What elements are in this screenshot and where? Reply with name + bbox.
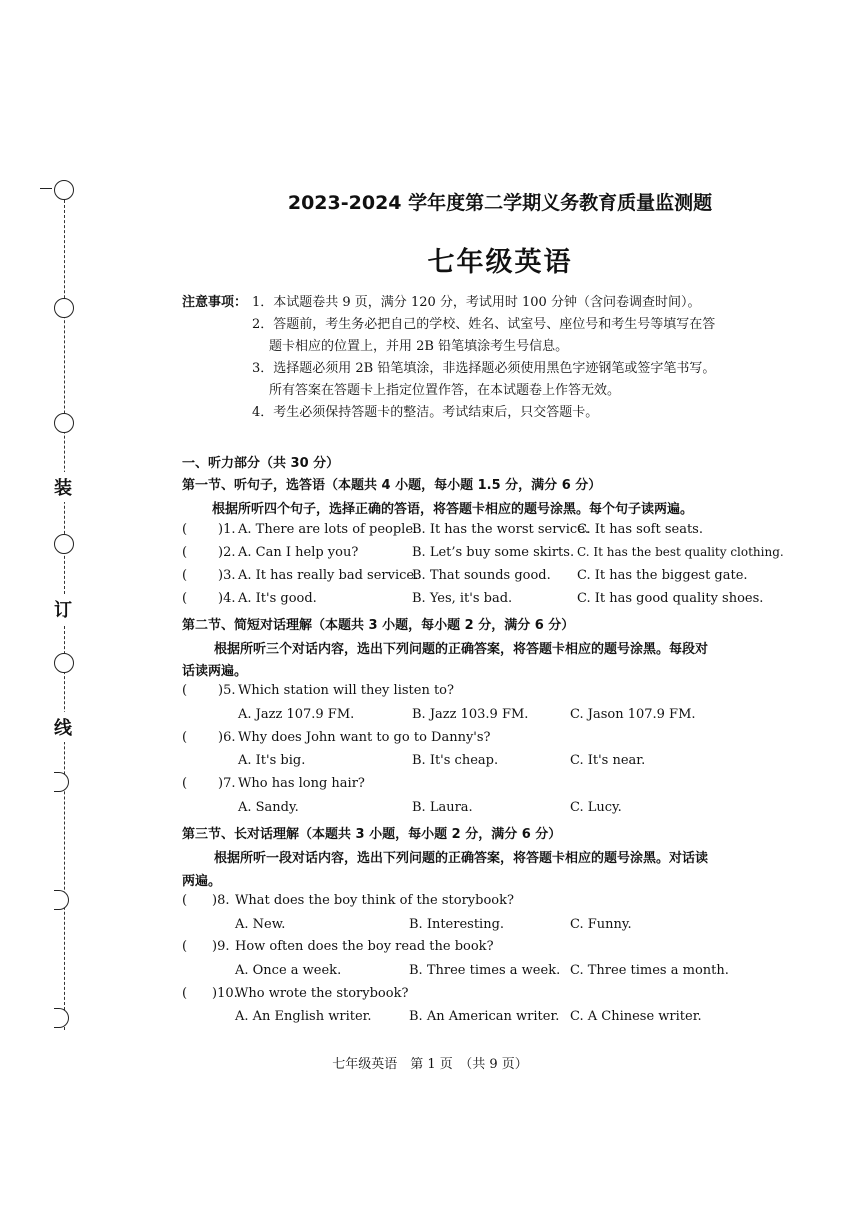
binding-hole-icon — [54, 653, 74, 673]
option-b: B. Three times a week. — [409, 963, 561, 978]
notice-item: 1．本试题卷共 9 页，满分 120 分，考试用时 100 分钟（含问卷调查时间）。 — [252, 295, 701, 310]
option-c: C. A Chinese writer. — [570, 1009, 702, 1024]
section1-heading: 第一节、听句子，选答语（本题共 4 小题，每小题 1.5 分，满分 6 分） — [182, 478, 602, 493]
section3-instruction: 根据所听一段对话内容，选出下列问题的正确答案，将答题卡相应的题号涂黑。对话读 — [214, 851, 709, 866]
section2-instruction-cont: 话读两遍。 — [182, 664, 248, 679]
page-footer: 七年级英语 第 1 页 （共 9 页） — [332, 1057, 528, 1072]
answer-paren: ( — [182, 939, 188, 954]
question-number: )7. — [218, 776, 236, 791]
binding-char-zhuang: 装 — [54, 472, 72, 502]
question-stem: What does the boy think of the storybook? — [235, 893, 514, 908]
option-a: A. An English writer. — [235, 1009, 372, 1024]
question-stem: Why does John want to go to Danny's? — [238, 730, 491, 745]
question-number: )8. — [212, 893, 230, 908]
option-c: C. Jason 107.9 FM. — [570, 707, 696, 722]
option-c: C. Funny. — [570, 917, 632, 932]
question-stem: Who wrote the storybook? — [235, 986, 409, 1001]
notice-item: 题卡相应的位置上，并用 2B 铅笔填涂考生号信息。 — [269, 339, 569, 354]
option-c: C. It's near. — [570, 753, 646, 768]
option-a: A. Sandy. — [238, 800, 299, 815]
option-a: A. Once a week. — [235, 963, 342, 978]
answer-paren: ( — [182, 893, 188, 908]
notice-item: 4．考生必须保持答题卡的整洁。考试结束后，只交答题卡。 — [252, 405, 599, 420]
question-number: )1. — [218, 522, 236, 537]
option-a: A. New. — [235, 917, 286, 932]
option-c: C. Lucy. — [570, 800, 622, 815]
answer-paren: ( — [182, 568, 188, 583]
option-a: A. It's big. — [238, 753, 306, 768]
option-a: A. Can I help you? — [238, 545, 359, 560]
option-c: C. It has the biggest gate. — [577, 568, 748, 583]
option-c: C. It has soft seats. — [577, 522, 703, 537]
section3-instruction-cont: 两遍。 — [182, 874, 222, 889]
binding-tick-mark — [40, 188, 52, 189]
answer-paren: ( — [182, 591, 188, 606]
option-a: A. There are lots of people. — [238, 522, 418, 537]
section2-instruction: 根据所听三个对话内容，选出下列问题的正确答案，将答题卡相应的题号涂黑。每段对 — [214, 642, 709, 657]
binding-hole-icon — [54, 298, 74, 318]
option-c: C. It has the best quality clothing. — [577, 545, 784, 559]
option-a: A. It's good. — [238, 591, 317, 606]
option-b: B. It has the worst service. — [412, 522, 590, 537]
answer-paren: ( — [182, 683, 188, 698]
question-number: )2. — [218, 545, 236, 560]
option-b: B. Laura. — [412, 800, 473, 815]
subject-title: 七年级英语 — [427, 247, 573, 278]
notice-item: 所有答案在答题卡上指定位置作答，在本试题卷上作答无效。 — [269, 383, 621, 398]
question-number: )3. — [218, 568, 236, 583]
question-stem: Who has long hair? — [238, 776, 365, 791]
notice-item: 2．答题前，考生务必把自己的学校、姓名、试室号、座位号和考生号等填写在答 — [252, 317, 716, 332]
option-a: A. It has really bad service. — [238, 568, 419, 583]
question-stem: How often does the boy read the book? — [235, 939, 494, 954]
binding-hole-icon — [54, 534, 74, 554]
answer-paren: ( — [182, 545, 188, 560]
notice-label: 注意事项： — [182, 295, 248, 310]
answer-paren: ( — [182, 986, 188, 1001]
option-b: B. Interesting. — [409, 917, 505, 932]
option-c: C. Three times a month. — [570, 963, 729, 978]
section1-instruction: 根据所听四个句子，选择正确的答语，将答题卡相应的题号涂黑。每个句子读两遍。 — [212, 502, 694, 517]
binding-hole-icon — [54, 180, 74, 200]
binding-hole-icon — [54, 413, 74, 433]
binding-half-hole-icon — [54, 890, 69, 910]
question-number: )5. — [218, 683, 236, 698]
question-number: )9. — [212, 939, 230, 954]
answer-paren: ( — [182, 522, 188, 537]
binding-margin — [40, 170, 90, 1040]
part-heading: 一、听力部分（共 30 分） — [182, 456, 340, 471]
option-b: B. That sounds good. — [412, 568, 551, 583]
option-a: A. Jazz 107.9 FM. — [238, 707, 355, 722]
section3-heading: 第三节、长对话理解（本题共 3 小题，每小题 2 分，满分 6 分） — [182, 827, 562, 842]
question-stem: Which station will they listen to? — [238, 683, 454, 698]
binding-half-hole-icon — [54, 1008, 69, 1028]
binding-half-hole-icon — [54, 772, 69, 792]
notice-item: 3．选择题必须用 2B 铅笔填涂，非选择题必须使用黑色字迹钢笔或签字笔书写。 — [252, 361, 716, 376]
question-number: )6. — [218, 730, 236, 745]
option-b: B. It's cheap. — [412, 753, 499, 768]
option-b: B. Let’s buy some skirts. — [412, 545, 575, 560]
section2-heading: 第二节、简短对话理解（本题共 3 小题，每小题 2 分，满分 6 分） — [182, 618, 575, 633]
question-number: )10. — [212, 986, 238, 1001]
answer-paren: ( — [182, 730, 188, 745]
option-b: B. Yes, it's bad. — [412, 591, 513, 606]
option-b: B. An American writer. — [409, 1009, 560, 1024]
exam-title: 2023-2024 学年度第二学期义务教育质量监测题 — [287, 192, 713, 214]
answer-paren: ( — [182, 776, 188, 791]
question-number: )4. — [218, 591, 236, 606]
binding-char-xian: 线 — [54, 712, 72, 742]
option-c: C. It has good quality shoes. — [577, 591, 764, 606]
option-b: B. Jazz 103.9 FM. — [412, 707, 529, 722]
binding-char-ding: 订 — [54, 594, 72, 624]
